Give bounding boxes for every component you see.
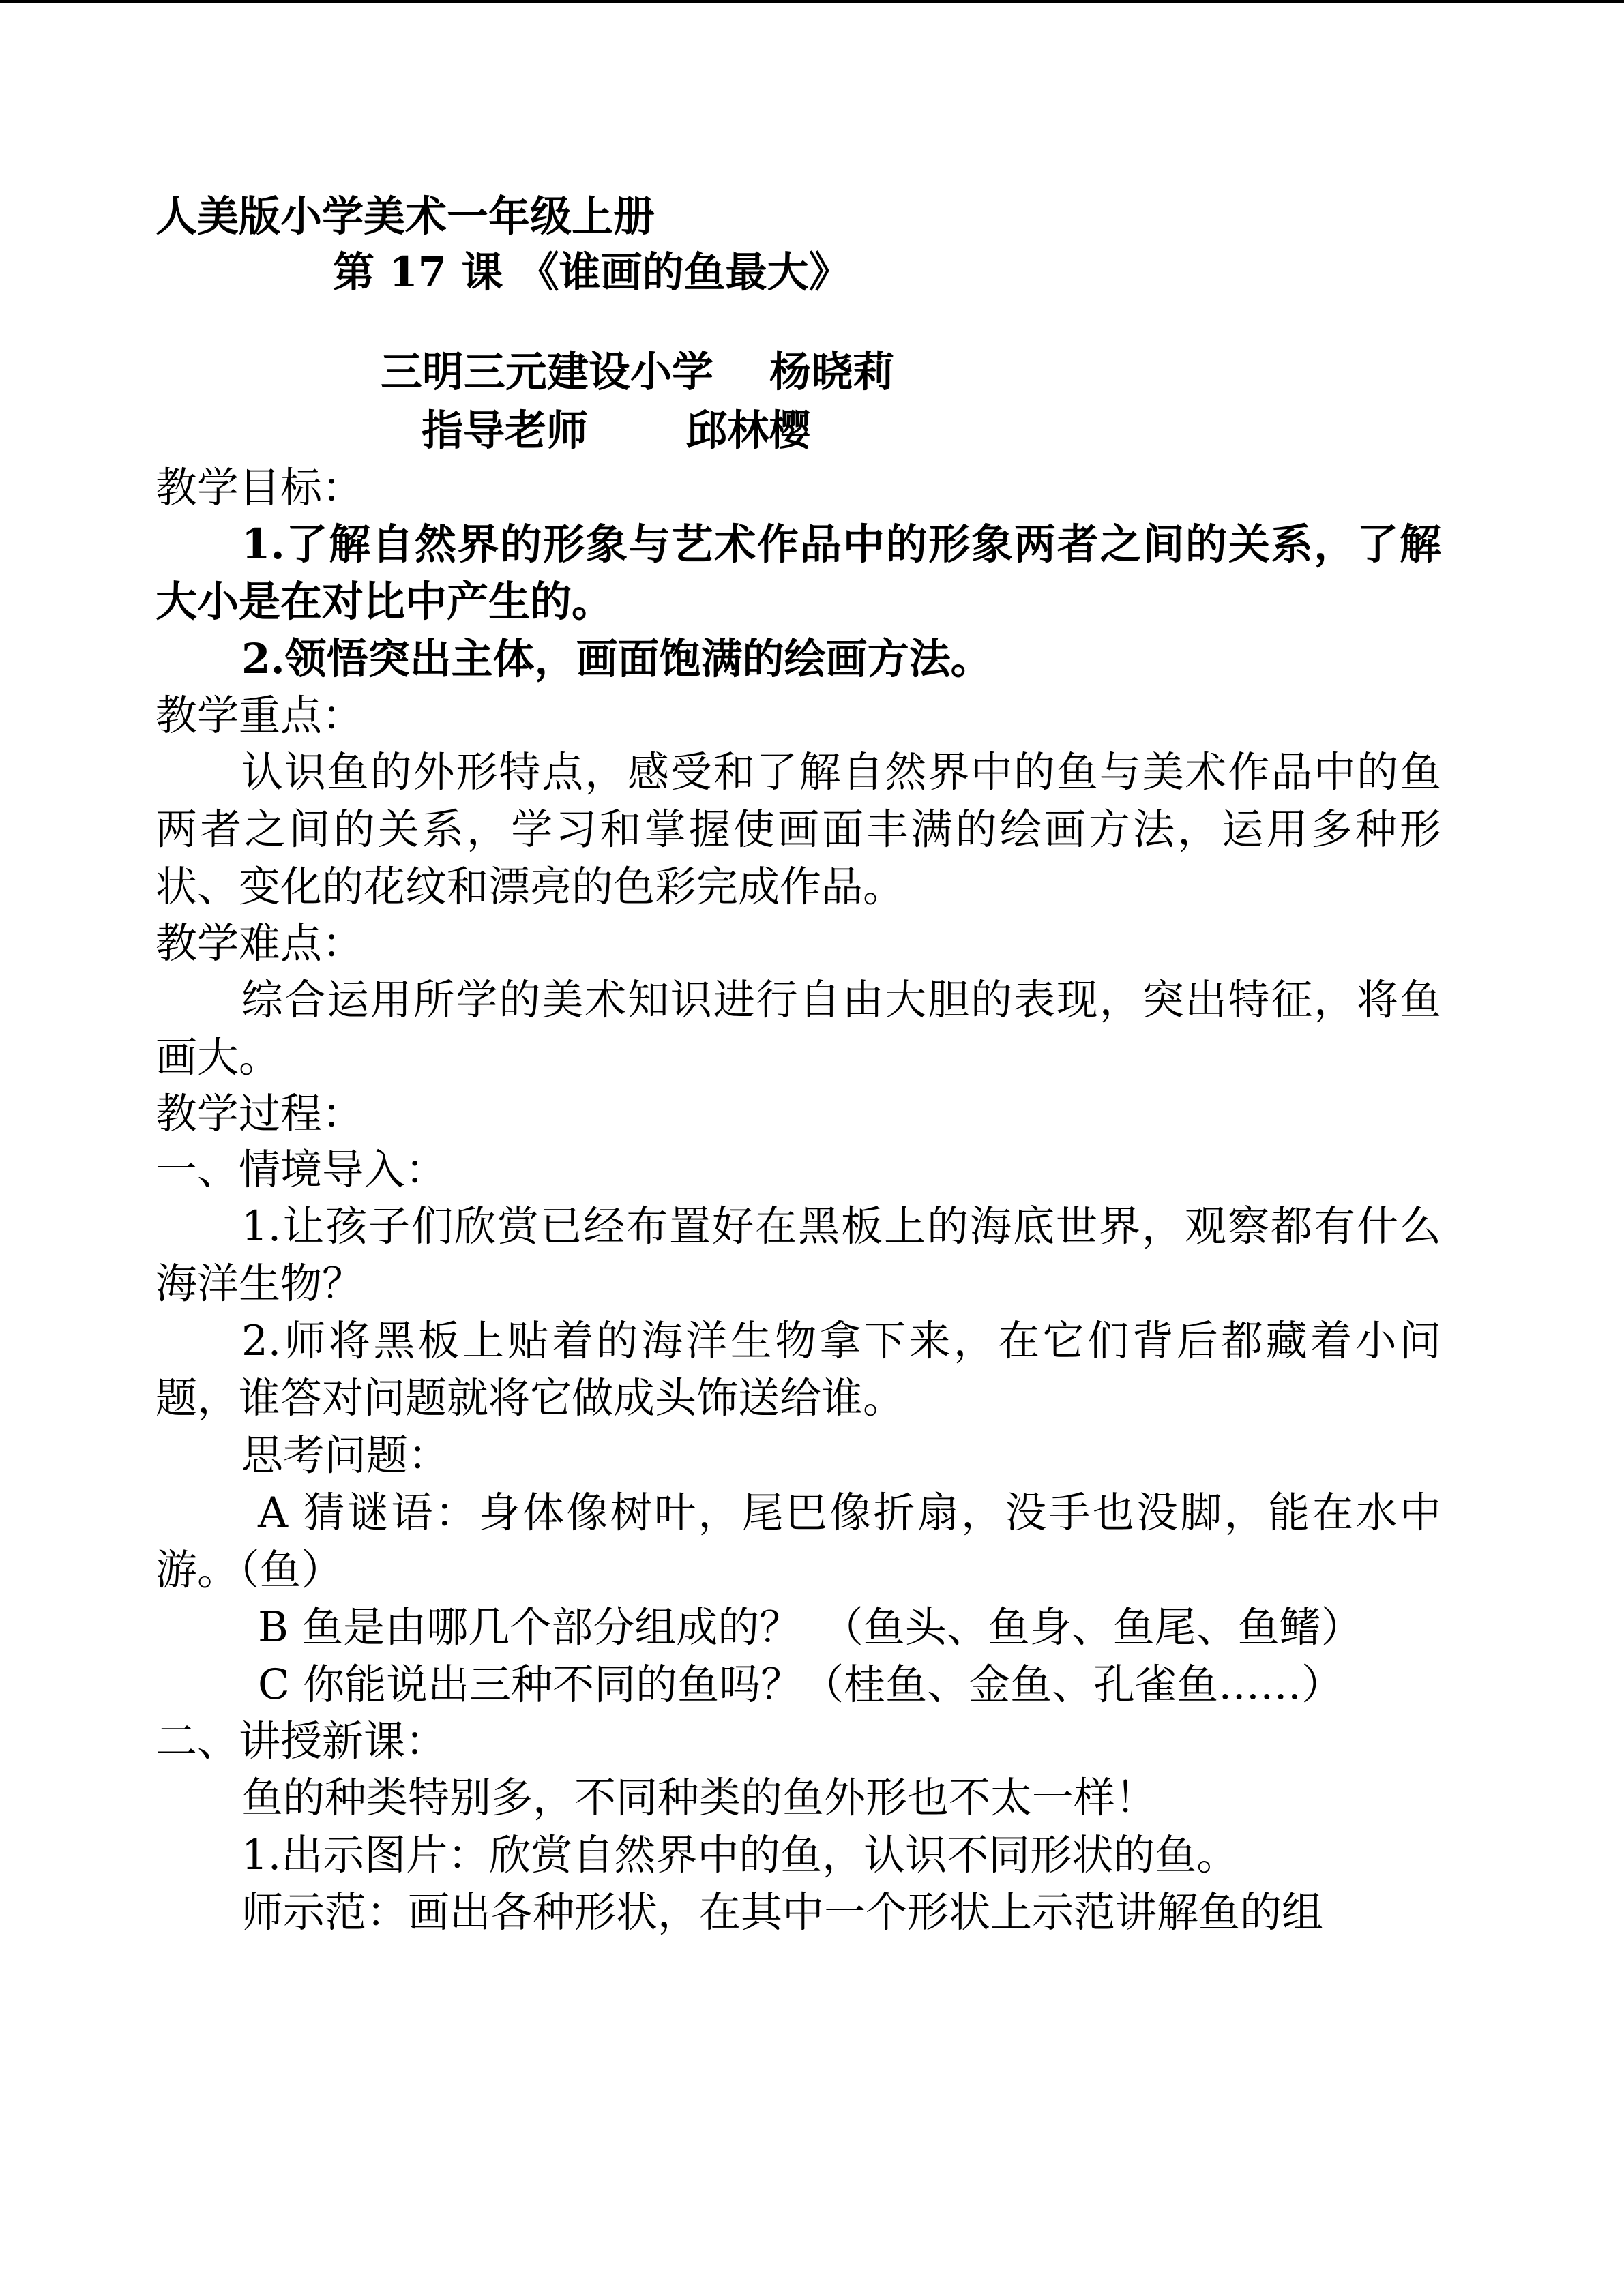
step-two-demo: 师示范：画出各种形状，在其中一个形状上示范讲解鱼的组 — [241, 1888, 1324, 1937]
step-two-item-1: 1.出示图片：欣赏自然界中的鱼，认识不同形状的鱼。 — [241, 1831, 1239, 1879]
byline-school: 三明三元建设小学 杨晓莉 — [381, 348, 895, 396]
step-two-intro: 鱼的种类特别多，不同种类的鱼外形也不太一样！ — [241, 1774, 1157, 1822]
question-c: C 你能说出三种不同的鱼吗？（桂鱼、金鱼、孔雀鱼……） — [258, 1660, 1344, 1709]
lesson-title: 第 17 课 《谁画的鱼最大》 — [333, 248, 851, 297]
objective-item-1: 1.了解自然界的形象与艺术作品中的形象两者之间的关系，了解大小是在对比中产生的。 — [156, 520, 1441, 626]
section-label-difficulty: 教学难点： — [156, 919, 364, 968]
section-label-step-two: 二、讲授新课： — [156, 1717, 447, 1765]
course-header: 人美版小学美术一年级上册 — [156, 192, 655, 241]
section-label-process: 教学过程： — [156, 1090, 364, 1138]
section-label-objectives: 教学目标： — [156, 464, 364, 512]
section-label-step-one: 一、情境导入： — [156, 1146, 447, 1194]
think-questions-label: 思考问题： — [241, 1431, 450, 1480]
title-spacer — [156, 301, 1441, 343]
step-one-item-2: 2.师将黑板上贴着的海洋生物拿下来，在它们背后都藏着小问题，谁答对问题就将它做成头饰送给谁。 — [156, 1317, 1441, 1422]
question-b: B 鱼是由哪几个部分组成的？ （鱼头、鱼身、鱼尾、鱼鳍） — [258, 1603, 1363, 1652]
question-a: A 猜谜语：身体像树叶，尾巴像折扇，没手也没脚，能在水中游。（鱼） — [156, 1489, 1441, 1594]
byline-advisor: 指导老师 邱林樱 — [422, 406, 811, 455]
section-label-key-points: 教学重点： — [156, 691, 364, 740]
document-content — [156, 189, 1441, 1941]
objective-item-2: 2.领悟突出主体，画面饱满的绘画方法。 — [241, 635, 992, 683]
difficulty-body: 综合运用所学的美术知识进行自由大胆的表现，突出特征，将鱼画大。 — [156, 976, 1441, 1082]
step-one-item-1: 1.让孩子们欣赏已经布置好在黑板上的海底世界，观察都有什么海洋生物？ — [156, 1202, 1441, 1308]
key-points-body: 认识鱼的外形特点，感受和了解自然界中的鱼与美术作品中的鱼两者之间的关系，学习和掌握使画面丰满的绘画方法，运用多种形状、变化的花纹和漂亮的色彩完成作品。 — [156, 748, 1441, 911]
